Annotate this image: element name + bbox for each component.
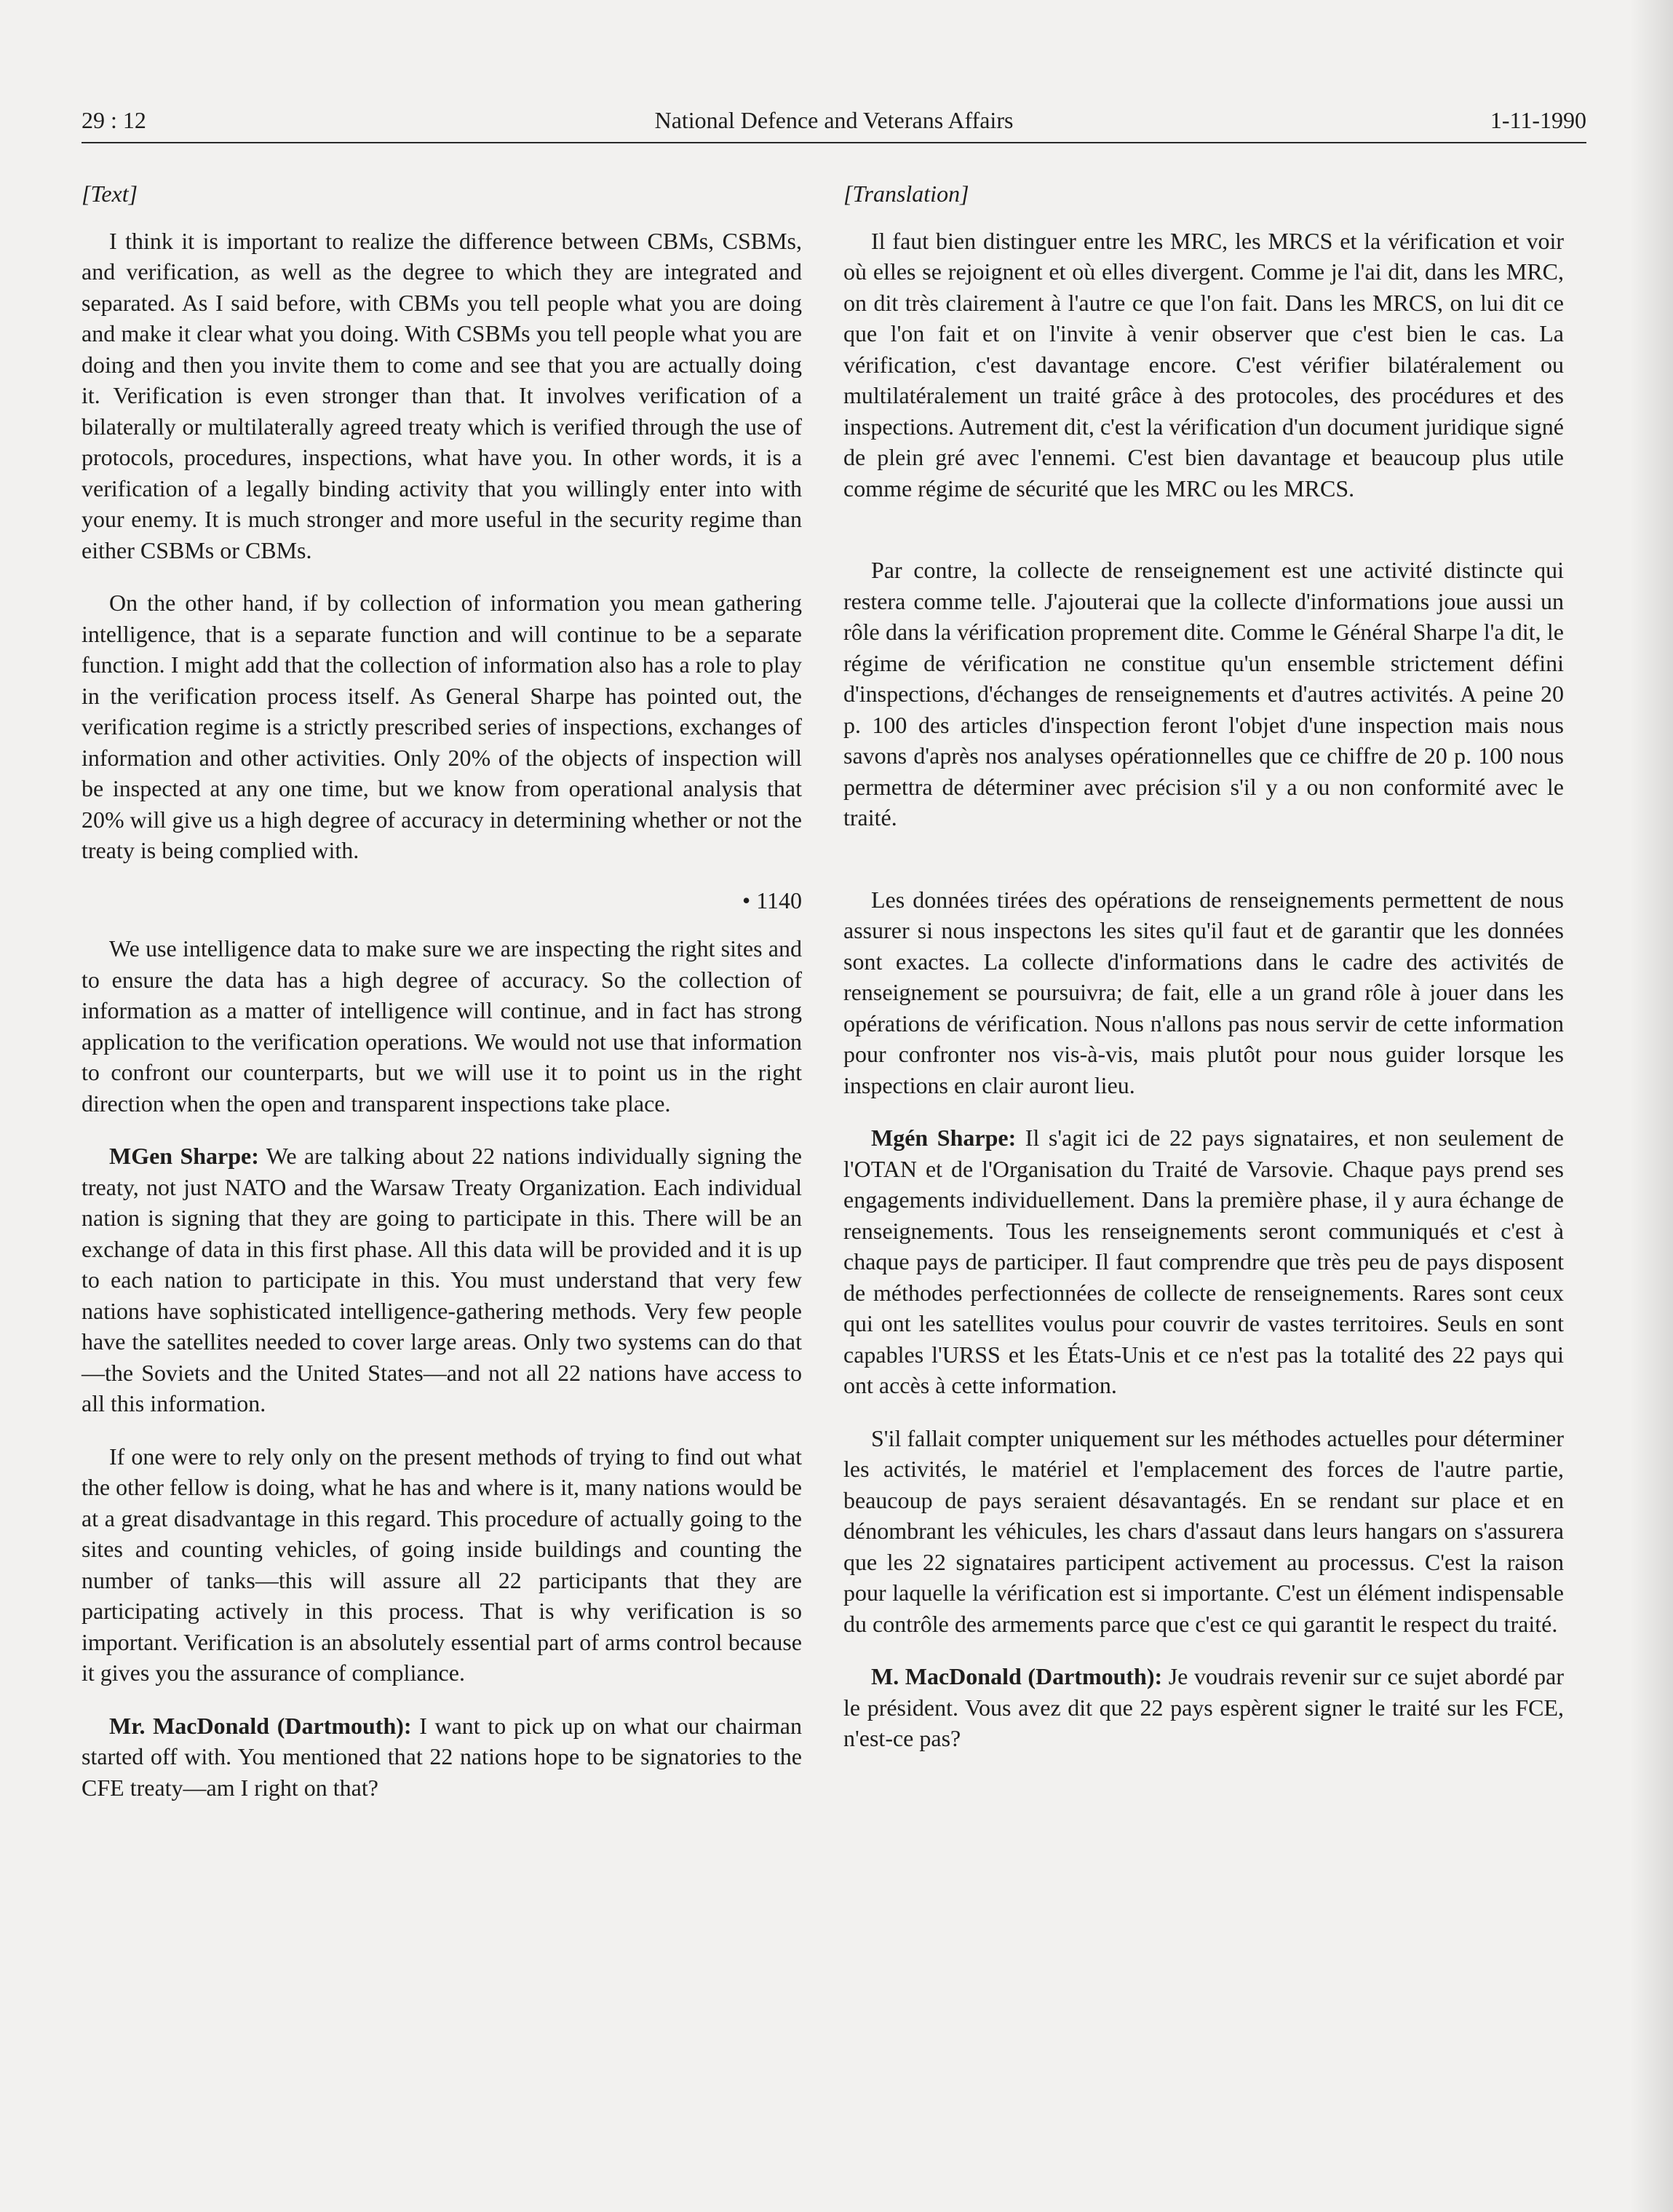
paragraph: I think it is important to realize the difference between CBMs, CSBMs, and verification, as well as the degree to which they are integrated and separated. As I said before, with CBMs you tell people what you are doing and make it clear what you doing. With CSBMs you tell people what you are doing and then you invite them to come and see that you are actually doing it. Verification is even stronger than that. It involves verification of a bilaterally or multilaterally agreed treaty which is verified through the use of protocols, procedures, inspections, what have you. In other words, it is a verification of a legally binding activity that you willingly enter into with your enemy. It is much stronger and more useful in the security regime than either CSBMs or CBMs. [82,227,802,563]
paragraph: We use intelligence data to make sure we are inspecting the right sites and to ensure the data has a high degree of accuracy. So the collection of information as a matter of intelligence will continue, and in fact has strong application to the verification operations. We would not use that information to confront our counterparts, but we will use it to point us in the right direction when the open and transparent inspections take place. [82,935,802,1117]
speaker-name: Mgén Sharpe: [871,1125,1017,1151]
french-column [843,178,1564,1776]
paragraph: On the other hand, if by collection of information you mean gathering intelligence, that is a separate function and will continue to be a separate function. I might add that the collection of information also has a role to play in the verification process itself. As General Sharpe has pointed out, the verification regime is a strictly prescribed series of inspections, exchanges of information and other activities. Only 20% of the objects of inspection will be inspected at any one time, but we know from operational analysis that 20% will give us a high degree of accuracy in determining whether or not the treaty is being complied with. [82,590,802,863]
page-gutter-shadow [1629,0,1673,2212]
page-header [82,102,1586,138]
speech-text: Il s'agit ici de 22 pays signataires, et non seulement de l'OTAN et de l'Organisation du Traité de Varsovie. Chaque pays prend ses engagements individuellement. Dans la première phase, il y aura échange de renseignements. Tous les renseignements seront communiqués et c'est à chaque pays de participer. Il faut comprendre que très peu de pays disposent de méthodes perfectionnées de collecte de renseignements. Rares sont ceux qui ont les satellites voulus pour couvrir de vastes territoires. Seuls en sont capables l'URSS et les États-Unis et ce n'est pas la totalité des 22 pays qui ont accès à cette information. [843,1125,1565,1398]
page-number: 29 : 12 [82,107,146,133]
paragraph [843,1122,1564,1401]
paragraph [82,1710,802,1804]
paragraph: Par contre, la collecte de renseignement est une activité distincte qui restera comme telle. J'ajouterai que la collecte d'informations joue aussi un rôle dans la vérification proprement dite. Comme le Général Sharpe l'a dit, le régime de vérification ne constitue qu'un ensemble strictement défini d'inspections, d'échanges de renseignements et d'autres activités. A peine 20 p. 100 des articles d'inspection feront l'objet d'une inspection mais nous savons d'après nos analyses opérationnelles que ce chiffre de 20 p. 100 nous permettra de déterminer avec précision s'il y a ou non conformité avec le traité. [843,557,1564,831]
speech-text: I want to pick up on what our chairman started off with. You mentioned that 22 nations hope to be signatories to the CFE treaty—am I right on that? [82,1712,803,1801]
paragraph: Il faut bien distinguer entre les MRC, les MRCS et la vérification et voir où elles se rejoignent et où elles divergent. Comme je l'ai dit, dans les MRC, on dit très clairement à l'autre ce que l'on fait. Dans les MRCS, on lui dit ce que l'on fait et on l'invite à venir observer que c'est bien le cas. La vérification, c'est davantage encore. C'est vérifier bilatéralement ou multilatéralement un traité grâce à des protocoles, des procédures et des inspections. Autrement dit, c'est la vérification d'un document juridique signé de plein gré avec l'ennemi. C'est bien davantage et beaucoup plus utile comme régime de sécurité que les MRC ou les MRCS. [843,227,1564,502]
header-rule [82,142,1586,143]
speech-text: Je voudrais revenir sur ce sujet abordé par le président. Vous avez dit que 22 pays espèrent signer le traité sur les FCE, n'est-ce pas? [843,1663,1565,1751]
page-date: 1-11-1990 [1490,107,1586,133]
speaker-name: Mr. MacDonald (Dartmouth): [109,1712,412,1739]
paragraph: Les données tirées des opérations de renseignements permettent de nous assurer si nous inspectons les sites qu'il faut et de garantir que les données sont exactes. La collecte d'informations dans le cadre des activités de renseignement se poursuivra; de fait, elle a un grand rôle à jouer dans les opérations de vérification. Nous n'allons pas nous servir de cette information pour confronter nos vis-à-vis, mais plutôt pour nous guider lorsque les inspections en clair auront lieu. [843,886,1564,1098]
running-title: National Defence and Veterans Affairs [654,107,1014,133]
translation-marker: [Translation] [843,181,969,207]
text-marker: [Text] [82,181,138,207]
paragraph: S'il fallait compter uniquement sur les méthodes actuelles pour déterminer les activités, le matériel et l'emplacement des forces de l'autre partie, beaucoup de pays seraient désavantagés. En se rendant sur place et en dénombrant les véhicules, les chars d'assaut dans leurs hangars on s'assurera que les 22 signataires participent activement au processus. C'est la raison pour laquelle la vérification est si importante. C'est un élément indispensable du contrôle des armements parce que c'est ce qui garantit le respect du traité. [843,1424,1564,1637]
paragraph [82,1141,802,1419]
paragraph: If one were to rely only on the present methods of trying to find out what the other fellow is doing, what he has and where is it, many nations would be at a great disadvantage in this regard. This procedure of actually going to the sites and counting vehicles, of going inside buildings and counting the number of tanks—this will assure all 22 participants that they are participating actively in this process. That is why verification is so important. Verification is an absolutely essential part of arms control because it gives you the assurance of compliance. [82,1443,802,1686]
timecode: • 1140 [742,887,802,913]
english-column [82,178,802,1825]
speech-text: We are talking about 22 nations individually signing the treaty, not just NATO and the Warsaw Treaty Organization. Each individual nation is signing that they are going to participate in this. There will be an exchange of data in this first phase. All this data will be provided and it is up to each nation to participate in this. You must understand that very few nations have sophisticated intelligence-gathering methods. Very few people have the satellites needed to cover large areas. Only two systems can do that—the Soviets and the United States—and not all 22 nations have access to all this information. [82,1143,803,1416]
paragraph [843,1661,1564,1754]
speaker-name: M. MacDonald (Dartmouth): [871,1663,1163,1689]
speaker-name: MGen Sharpe: [109,1143,259,1169]
